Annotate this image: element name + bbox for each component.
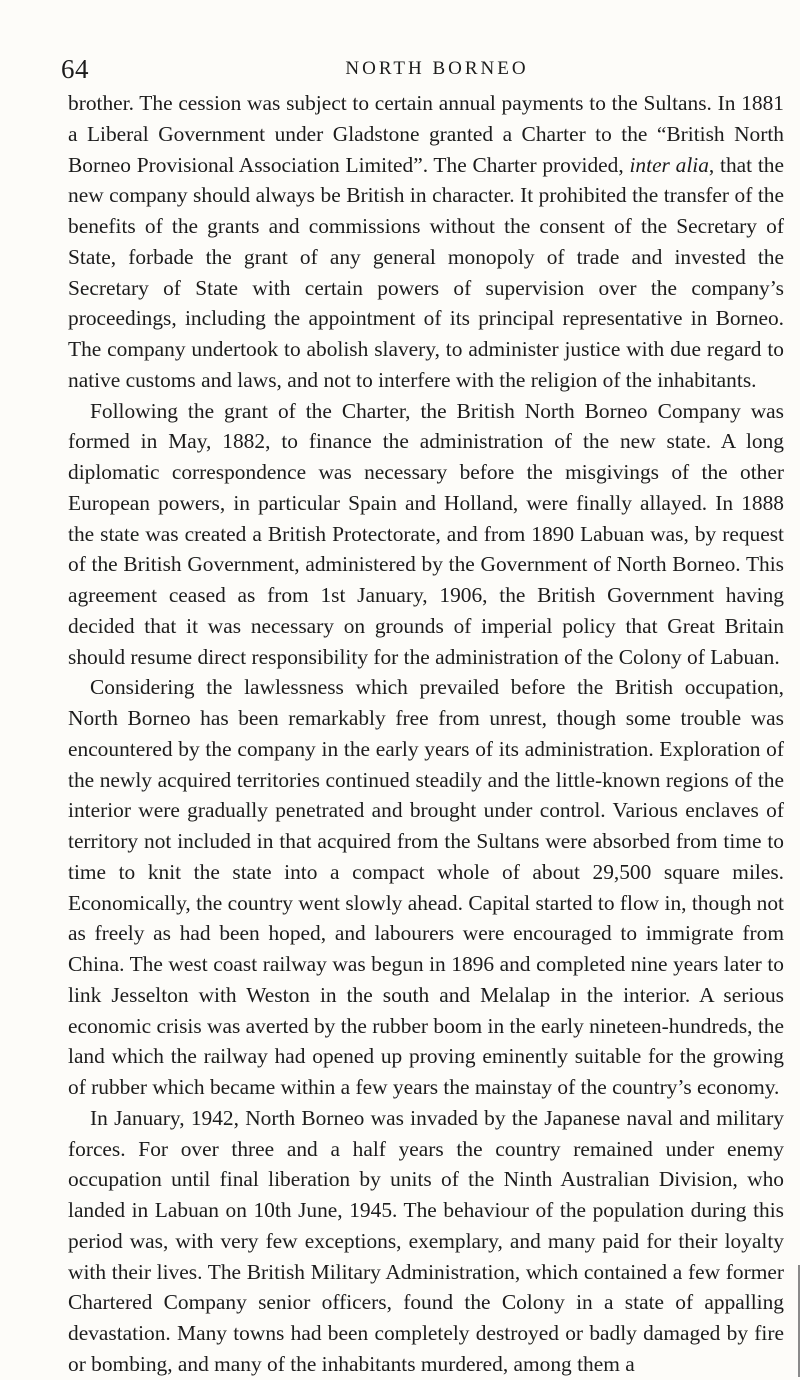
page-number: 64 [61,54,89,84]
text-run: Following the grant of the Charter, the British North Borneo Company was formed in May, 1882, to finance the administration of the new state. A long diplomatic correspondence was necessary before the misgivings of the other European powers, in particular Spain and Holland, were finally allayed. In 1888 the state was created a British Protectorate, and from 1890 Labuan was, by request of the British Government, administered by the Government of North Borneo. This agreement ceased as from 1st January, 1906, the British Government having decided that it was necessary on grounds of imperial policy that Great Britain should resume direct responsibility for the administration of the Colony of Labuan. [68,398,784,669]
text-run: , that the new company should always be British in character. It prohibited the transfer of the benefits of the grants and commissions without the consent of the Secretary of State, forbade the grant of any general monopoly of trade and invested the Secretary of State with certain powers of supervision over the company’s proceedings, including the appointment of its principal representative in Borneo. The company undertook to abolish slavery, to administer justice with due regard to native customs and laws, and not to interfere with the religion of the inhabitants. [68,152,784,392]
text-run: brother. The cession was subject to certain annual payments to the Sultans. In 1881 a Liberal Government under Gladstone granted a Charter to the “British North Borneo Provisional Association Limited”. The Charter provided, [68,91,784,177]
paragraph [68,1103,784,1380]
running-head [61,52,784,88]
paragraph [68,396,784,673]
italic-phrase: inter alia [629,152,709,177]
body-text [68,88,784,1380]
page-content [61,52,784,1380]
paragraph [68,672,784,1103]
text-run: Considering the lawlessness which prevailed before the British occupation, North Borneo has been remarkably free from unrest, though some trouble was encountered by the company in the early years of its administration. Exploration of the newly acquired territories continued steadily and the little-known regions of the interior were gradually penetrated and brought under control. Various enclaves of territory not included in that acquired from the Sultans were absorbed from time to time to knit the state into a compact whole of about 29,500 square miles. Economically, the country went slowly ahead. Capital started to flow in, though not as freely as had been hoped, and labourers were encouraged to immigrate from China. The west coast railway was begun in 1896 and completed nine years later to link Jesselton with Weston in the south and Melalap in the interior. A serious economic crisis was averted by the rubber boom in the early nineteen-hundreds, the land which the railway had opened up proving eminently suitable for the growing of rubber which became within a few years the mainstay of the country’s economy. [68,675,784,1099]
paragraph [68,88,784,396]
text-run: In January, 1942, North Borneo was invaded by the Japanese naval and military forces. For over three and a half years the country remained under enemy occupation until final liberation by units of the Ninth Australian Division, who landed in Labuan on 10th June, 1945. The behaviour of the population during this period was, with very few exceptions, exemplary, and many paid for their loyalty with their lives. The British Military Administration, which contained a few former Chartered Company senior officers, found the Colony in a state of appalling devastation. Many towns had been completely destroyed or badly damaged by fire or bombing, and many of the inhabitants murdered, among them a [68,1105,784,1376]
running-title: NORTH BORNEO [345,58,529,79]
